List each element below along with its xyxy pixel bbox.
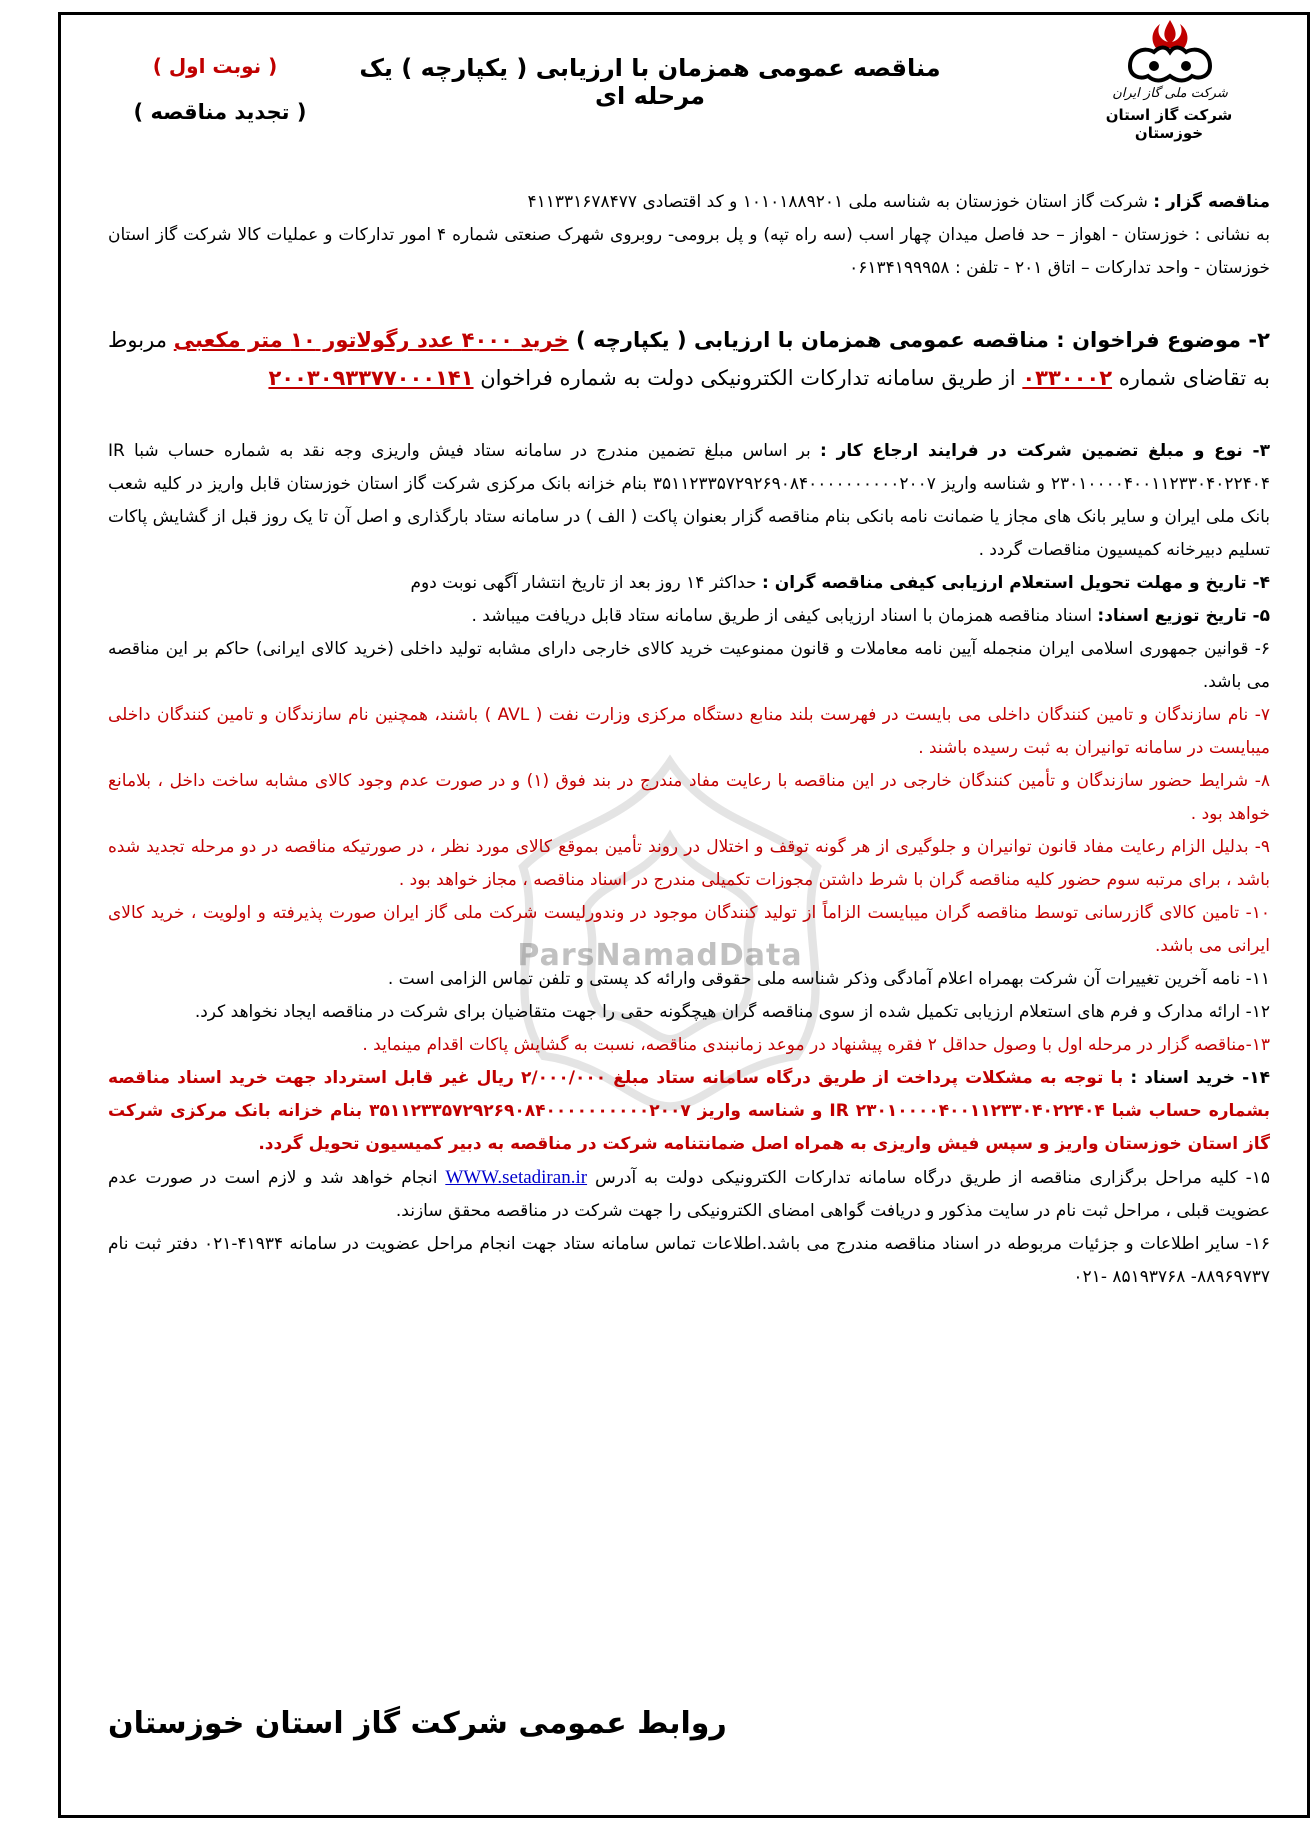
section-2-lead: مناقصه عمومی همزمان با ارزیابی ( یکپارچه ) — [568, 328, 1057, 352]
tenderer-line — [108, 186, 1270, 219]
section-2-mid2: از طریق سامانه تدارکات الکترونیکی دولت به شماره فراخوان — [473, 366, 1023, 390]
round-label: ( نوبت اول ) — [152, 54, 278, 78]
footer-signature: روابط عمومی شرکت گاز استان خوزستان — [108, 1706, 727, 1741]
section-15-post: انجام خواهد شد و لازم است در صورت عدم عضویت قبلی ، مراحل ثبت نام در سایت مذکور و دریافت گواهی امضای الکترونیکی را جهت شرکت در مناقصه محقق سازند. — [108, 1168, 1270, 1221]
announcement-body — [108, 186, 1270, 1294]
section-2 — [108, 321, 1270, 397]
section-2-mid: مربوط به تقاضای شماره — [108, 328, 1270, 390]
section-8: ۸- شرایط حضور سازندگان و تأمین کنندگان خارجی در این مناقصه با رعایت مفاد مندرج در بند فوق (۱) و در صورت عدم وجود کالای مشابه ساخت داخل ، بلامانع خواهد بود . — [108, 771, 1270, 824]
section-7: ۷- نام سازندگان و تامین کنندگان داخلی می بایست در فهرست بلند منابع دستگاه مرکزی وزارت نفت ( AVL ) باشند، همچنین نام سازندگان و تامین کنندگان داخلی میبایست در سامانه توانیران به ثبت رسیده باشند . — [108, 705, 1270, 758]
section-3-text: بر اساس مبلغ تضمین مندرج در سامانه ستاد فیش واریزی وجه نقد به شماره حساب شبا IR ۲۳۰۱۰۰۰۰۴۰۰۱۱۲۳۳۰۴۰۲۲۴۰۴ و شناسه واریز ۳۵۱۱۲۳۳۵۷۲۹۲۶۹۰۸۴۰۰۰۰۰۰۰۰۰۰۲۰۰۷ بنام خزانه بانک مرکزی شرکت گاز استان خوزستان قابل واریز در کلیه شعب بانک ملی ایران و سایر بانک های مجاز یا ضمانت نامه بانکی بنام مناقصه گزار بعنوان پاکت ( الف ) در سامانه ستاد بارگذاری و اصل آن تا یک روز قبل از گشایش پاکات تسلیم دبیرخانه کمیسیون مناقصات گردد . — [108, 441, 1270, 560]
tenderer-text: شرکت گاز استان خوزستان به شناسه ملی ۱۰۱۰۱۸۸۹۲۰۱ و کد اقتصادی ۴۱۱۳۳۱۶۷۸۴۷۷ — [527, 192, 1154, 212]
section-14-text: با توجه به مشکلات پرداخت از طریق درگاه سامانه ستاد مبلغ ۲/۰۰۰/۰۰۰ ریال غیر قابل استرداد جهت خرید اسناد مناقصه بشماره حساب شبا IR ۲۳۰۱۰۰۰۰۴۰۰۱۱۲۳۳۰۴۰۲۲۴۰۴ و شناسه واریز ۳۵۱۱۲۳۳۵۷۲۹۲۶۹۰۸۴۰۰۰۰۰۰۰۰۰۰۲۰۰۷ بنام خزانه بانک مرکزی شرکت گاز استان خوزستان واریز و سپس فیش واریزی به همراه اصل ضمانتنامه شرکت در مناقصه به دبیر کمیسیون تحویل گردد. — [108, 1068, 1271, 1154]
section-5-label: ۵- تاریخ توزیع اسناد: — [1097, 606, 1270, 626]
request-number: ۰۳۳۰۰۰۲ — [1022, 366, 1113, 390]
section-2-item: خرید ۴۰۰۰ عدد رگولاتور ۱۰ متر مکعبی — [173, 328, 569, 352]
section-14-label: ۱۴- خرید اسناد : — [1130, 1068, 1270, 1088]
section-9: ۹- بدلیل الزام رعایت مفاد قانون توانیران و جلوگیری از هر گونه توقف و اختلال در روند تأمین بموقع کالای مورد نظر ، در صورتیکه مناقصه در دو مرحله تجدید شده باشد ، برای مرتبه سوم حضور کلیه مناقصه گران با شرط داشتن مجوزات تکمیلی مندرج در اسناد مناقصه ، مجاز خواهد بود . — [108, 837, 1270, 890]
watermark-text: ParsNamadData — [517, 938, 803, 973]
call-number: ۲۰۰۳۰۹۳۳۷۷۰۰۰۱۴۱ — [268, 366, 474, 390]
logo-text: شرکت ملی گاز ایران — [1112, 86, 1228, 101]
company-name-header: شرکت گاز استان خوزستان — [1105, 106, 1233, 142]
section-16: ۱۶- سایر اطلاعات و جزئیات مربوطه در اسناد مناقصه مندرج می باشد.اطلاعات تماس سامانه ستاد جهت انجام مراحل عضویت در سامانه ۴۱۹۳۴-۰۲۱ دفتر ثبت نام ۸۸۹۶۹۷۳۷- ۸۵۱۹۳۷۶۸ -۰۲۱ — [108, 1234, 1270, 1287]
setadiran-link[interactable]: WWW.setadiran.ir — [445, 1167, 588, 1188]
renewal-label: ( تجدید مناقصه ) — [133, 100, 307, 124]
section-4 — [108, 567, 1270, 600]
section-15-pre: ۱۵- کلیه مراحل برگزاری مناقصه از طریق درگاه سامانه تدارکات الکترونیکی دولت به آدرس — [587, 1168, 1270, 1188]
section-15 — [108, 1161, 1270, 1228]
tenderer-label: مناقصه گزار : — [1153, 192, 1270, 212]
section-5 — [108, 600, 1270, 633]
flame-logo-icon — [1110, 16, 1230, 88]
section-14 — [108, 1062, 1270, 1161]
section-4-text: حداکثر ۱۴ روز بعد از تاریخ انتشار آگهی نوبت دوم — [410, 573, 762, 593]
section-6: ۶- قوانین جمهوری اسلامی ایران منجمله آیین نامه معاملات و قانون ممنوعیت خرید کالای خارجی دارای مشابه تولید داخلی (خرید کالای ایرانی) حاکم بر این مناقصه می باشد. — [108, 639, 1270, 692]
section-3 — [108, 435, 1270, 567]
section-10: ۱۰- تامین کالای گازرسانی توسط مناقصه گران میبایست الزاماً از تولید کنندگان موجود در وندورلیست شرکت ملی گاز ایران صورت پذیرفته و اولویت ، خرید کالای ایرانی می باشد. — [108, 903, 1270, 956]
section-11: ۱۱- نامه آخرین تغییرات آن شرکت بهمراه اعلام آمادگی وذکر شناسه ملی حقوقی وارائه کد پستی و تلفن تماس الزامی است . — [387, 969, 1270, 989]
section-12: ۱۲- ارائه مدارک و فرم های استعلام ارزیابی تکمیل شده از سوی مناقصه گران هیچگونه حقی را جهت متقاضیان برای شرکت در مناقصه ایجاد نخواهد کرد. — [194, 1002, 1270, 1022]
section-4-label: ۴- تاریخ و مهلت تحویل استعلام ارزیابی کیفی مناقصه گران : — [761, 573, 1270, 593]
section-3-label: ۳- نوع و مبلغ تضمین شرکت در فرایند ارجاع کار : — [820, 441, 1271, 461]
section-5-text: اسناد مناقصه همزمان با اسناد ارزیابی کیفی از طریق سامانه ستاد قابل دریافت میباشد . — [471, 606, 1098, 626]
section-13: ۱۳-مناقصه گزار در مرحله اول با وصول حداقل ۲ فقره پیشنهاد در موعد زمانبندی مناقصه، نسبت به گشایش پاکات اقدام مینماید . — [362, 1035, 1270, 1055]
address-line: به نشانی : خوزستان - اهواز – حد فاصل میدان چهار اسب (سه راه تپه) و پل برومی- روبروی شهرک صنعتی شماره ۴ امور تدارکات و عملیات کالا شرکت گاز استان خوزستان - واحد تدارکات – اتاق ۲۰۱ - تلفن : ۰۶۱۳۴۱۹۹۹۵۸ — [108, 225, 1270, 278]
page-title: مناقصه عمومی همزمان با ارزیابی ( یکپارچه ) یک مرحله ای — [359, 54, 941, 110]
section-2-label: ۲- موضوع فراخوان : — [1056, 328, 1270, 352]
